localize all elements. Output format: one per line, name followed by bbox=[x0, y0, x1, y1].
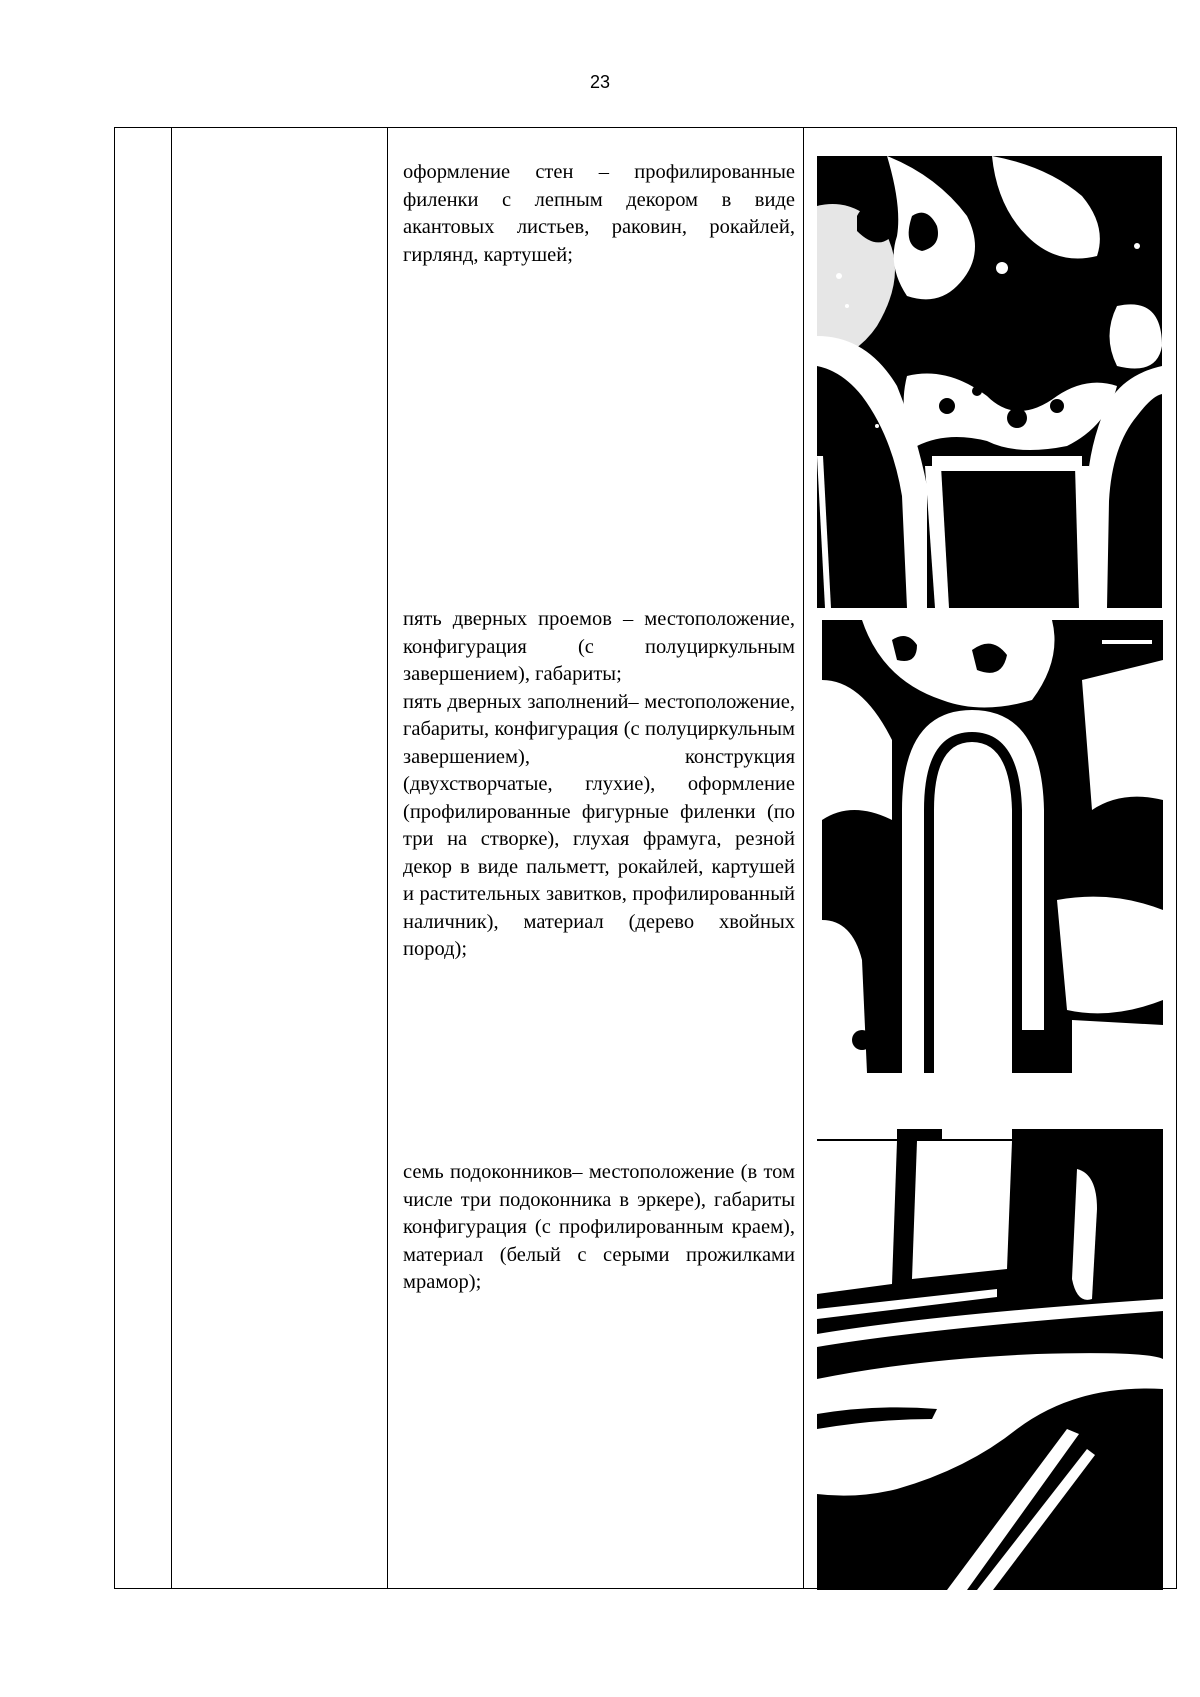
object-table bbox=[114, 127, 1177, 1589]
door-fillings-text: пять дверных заполнений– местоположение, габариты, конфигурация (с полуциркульным завершением), конструкция (двухстворчатые, глухие), оформление (профилированные фигурные филенки (по три на створке), глухая фрамуга, резной декор в виде пальметт, рокайлей, картушей и растительных завитков, профилированный наличник), материал (дерево хвойных пород); bbox=[403, 690, 795, 960]
walls-description bbox=[403, 159, 795, 269]
column-divider-1 bbox=[171, 128, 172, 1588]
window-sills-text: семь подоконников– местоположение (в том числе три подоконника в эркере), габариты конфигурация (с профилированным краем), материал (белый с серыми прожилками мрамор); bbox=[403, 1161, 795, 1293]
arched-door-photo bbox=[822, 620, 1163, 1073]
column-divider-2 bbox=[387, 128, 388, 1588]
page-number: 23 bbox=[589, 72, 611, 92]
door-openings-text: пять дверных проемов – местоположение, конфигурация (с полуциркульным завершением), габариты; bbox=[403, 608, 795, 685]
walls-text: оформление стен – профилированные филенки с лепным декором в виде акантовых листьев, раковин, рокайлей, гирлянд, картушей; bbox=[403, 161, 795, 266]
window-sill-photo bbox=[817, 1129, 1163, 1590]
sills-description bbox=[403, 1159, 795, 1297]
wall-panel-stucco-photo bbox=[817, 156, 1162, 608]
doors-description bbox=[403, 606, 795, 964]
column-divider-3 bbox=[803, 128, 804, 1588]
